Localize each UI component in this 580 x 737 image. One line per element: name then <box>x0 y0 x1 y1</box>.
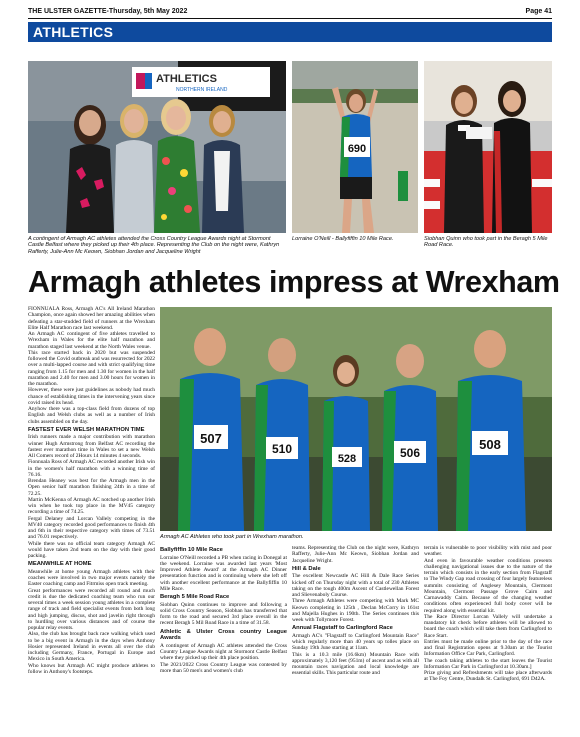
paragraph: Brendan Heaney was best for the Armagh men in the Open senior half marathon finishing 24th in a time of 72.25. <box>28 478 155 497</box>
bib-507: 507 <box>200 431 222 446</box>
subheading: Athletic & Ulster Cross country League Awards <box>160 628 287 642</box>
paragraph: And even in favourable weather conditions presents challenging navigational issues due to the nature of the terrain which consists in the early section from Flagstaff to The Windy Gap road crossing of four largely featureless summits consisting of Anglesey Mountain, Clermont Mountain, Clermont Passage Grove Cairn and Carnawaddy Cairn. Because of the changing weather conditions often experienced full body cover will be required along with essential kit. <box>424 557 552 614</box>
paragraph: Prize giving and Refreshments will take place afterwards at The Foy Centre, Dundalk St. Carlingford, 691 D42A. <box>424 670 552 683</box>
photo-wrexham-team <box>160 307 552 531</box>
photo-ballyfiffin-runner <box>292 61 418 233</box>
paragraph: Armagh AC's "Flagstaff to Carlingford Mountain Race" which regularly more than 40 years up tolles place on Sunday 19th June starting at 11am. <box>292 632 419 652</box>
sign-subtitle: NORTHERN IRELAND <box>176 87 228 93</box>
intro-paragraph: FIONNUALA Ross, Armagh AC's All Ireland Marathon Champion, once again showed her amazing abilities when defeating a star-studded field of runners at the Wrexham Elite Half Marathon race last weekend. <box>28 306 155 331</box>
paragraph: This is a 10.3 mile (16.6km) Mountain Race with approximately 3,120 feet (951m) of ascent and as with all mountain races navigation and local knowledge are essential skills. This particular route and <box>292 651 419 677</box>
article-column-2 <box>160 545 287 674</box>
sign-title: ATHLETICS <box>156 73 217 85</box>
wrexham-photo-art <box>160 307 552 531</box>
article-column-3 <box>292 545 419 677</box>
subheading: Hill & Dale <box>292 565 321 572</box>
beragh-photo-art <box>424 61 552 233</box>
subheading: Beragh 5 Mile Road Race <box>160 594 230 601</box>
bib-528: 528 <box>337 453 357 465</box>
photo-awards-night <box>28 61 286 233</box>
paragraph: Entries must be made online prior to the day of the race and final Registration opens at 9.30am at the Tourist Information Office Car Park, Carlingford. <box>424 638 552 658</box>
paragraph: teams. Representing the Club on the night were, Kathryn Rafferty, Julie-Ann Mc Keown, Siobhan Jordan and Jacqueline Wright. <box>292 545 419 564</box>
awards-photo-art <box>28 61 286 233</box>
paragraph: Fionnuala Ross of Armagh AC recorded another Irish win in the women's half marathon with a winning time of 76.16. <box>28 459 155 478</box>
article-column-1 <box>28 306 155 675</box>
paragraph: While there was no official team category Armagh AC would have taken 2nd team on the day with their good packing. <box>28 540 155 560</box>
photo-beragh-runner <box>424 61 552 233</box>
paragraph: Martin McKenna of Armagh AC notched up another Irish win when he took top place in the MV45 category recording a time of 74.25. <box>28 496 155 516</box>
paragraph: Anyhow there was a top-class field from dozens of top English and Welsh clubs as well as a number of Irish clubs assembled on the day. <box>28 406 155 425</box>
paragraph: Also, the club has brought back race walking which used to be a big event in Armagh in the days when Anthony Hosier represented Ireland in events all over the club including Germany, France, Portugal in Europe and Mexico in South America. <box>28 631 155 663</box>
paragraph: The 2021/2022 Cross Country League was contested by more than 50 men's and women's club <box>160 661 287 674</box>
subheading: MEANWHILE AT HOME <box>28 561 92 568</box>
caption-awards-night: A contingent of Armagh AC athletes attended the Cross Country League Awards night at Stormont Castle Belfast where they picked up their 4th place. Representing the Club on the night were, Kathryn Rafferty, Julie-Ann Mc Keown, Siobhan Jordan and Jacqueline Wright <box>28 236 280 255</box>
paragraph: Great performances were recorded all round and much credit is due the dedicated coaching team who run our several times a week session young athletes in a complete range of track and field specialist events from both long and high jumping, discus, shot and javelin right through to hurdling over various distances and of course the popular relay events. <box>28 587 155 632</box>
paragraph: The coach taking athletes to the start leaves the Tourist Information Car Park in Carlingford at 10.30am.] <box>424 657 552 670</box>
runner-photo-art <box>292 61 418 233</box>
paragraph: Three Armagh Athletes were competing with Mark MC Keown completing in 125th , Declan McCorry in 161st and Majella Hughes in 190th. The Series continues this week with Tollymore Forest. <box>292 598 419 624</box>
paragraph: An Armagh AC contingent of five athletes travelled to Wrexham in Wales for the elite half marathon and marathon staged last weekend at the North Wales venue. <box>28 331 155 350</box>
caption-ballyfiffin: Lorraine O'Neill - Ballyfiffin 10 Mile Race. <box>292 236 394 242</box>
paragraph: The excellent Newcastle AC Hill & Dale Race Series kicked off on Thursday night with a total of 230 Athletes taking on the tough 400m Ascent of Castlewellan Forest and Slievenaboly Course. <box>292 573 419 599</box>
bib-510: 510 <box>271 442 293 456</box>
paragraph: This race started back in 2020 but was suspended followed the Covid outbreak and was resurrected for 2022 over a multi-lapped course and with strict qualifying time ranging from 1.15 for men and 1.30 for women in the half marathon and 2.40 for men and 3.00 hours for women in the marathon. <box>28 349 155 387</box>
page-headline: Armagh athletes impress at Wrexham <box>28 265 560 299</box>
subheading: Ballyfiffin 10 Mile Race <box>160 547 223 553</box>
publication-line: THE ULSTER GAZETTE-Thursday, 5th May 2022 <box>28 7 188 15</box>
page-header <box>28 5 552 17</box>
paragraph: A contingent of Armagh AC athletes attended the Cross Country League Awards night at Stormont Castle Belfast where they picked up their 4th place position. <box>160 642 287 662</box>
page-number: Page 41 <box>525 7 552 15</box>
bib-508: 508 <box>479 437 501 452</box>
paragraph: However, these were just guidelines as nobody had much chance of establishing times in the intervening years since covid raised its head. <box>28 387 155 406</box>
header-rule <box>28 18 552 19</box>
paragraph: Lorraine O'Neill recorded a PB when racing in Donegal at the weekend. Lorraine was awarded last years 'Most Improved Athlete Award' at the Armagh AC Dinner presentation function and is continuing where she left off with another excellent performance at the Ballyfiffin 10 Mile Race. <box>160 554 287 592</box>
paragraph: Siobhan Quinn continues to improve and following a solid Cross Country Season, Siobhan has transferred that form to the road and secured 3rd place overall in the recent Beragh 5 Mil Road Race in a time of 31.58. <box>160 601 287 627</box>
paragraph: Irish runners made a major contribution with marathon winner Hugh Armstrong from Belfast AC recording the fastest ever marathon time in Wales to set a new Welsh All Comers record of 2Hours 14 minutes 4 seconds. <box>28 434 155 460</box>
paragraph: Fergal Delaney and Lorcan Vallely competing in the MV40 category recorded good performances to finish 4th and 6th in their respective category with times of 73.51 and 76.01 respectively. <box>28 515 155 541</box>
bib-506: 506 <box>399 446 421 460</box>
paragraph: terrain is vulnerable to poor visibility with mist and poor weather. <box>424 545 552 558</box>
subheading: FASTEST EVER WELSH MARATHON TIME <box>28 426 145 433</box>
paragraph: The Race Director Lorcan Vallely will undertake a mandatory kit check before athletes will be allowed to board the coach which will take them from Carlingford to Race Start. <box>424 613 552 639</box>
bib-690: 690 <box>347 143 367 155</box>
caption-beragh: Siobhan Quinn who took part in the Beragh 5 Mile Road Race. <box>424 236 548 249</box>
subheading: Annual Flagstaff to Carlingford Race <box>292 625 393 632</box>
section-banner: ATHLETICS <box>28 22 552 42</box>
paragraph: Who knows but Armagh AC might produce athletes to follow in Anthony's footsteps. <box>28 662 155 675</box>
article-column-4 <box>424 545 552 683</box>
caption-wrexham: Armagh AC Athletes who took part in Wrexham marathon. <box>160 534 304 540</box>
paragraph: Meanwhile at home young Armagh athletes with their coaches were involved in two major events namely the Easter coaching camp and Fitrmiss open track meeting. <box>28 568 155 588</box>
